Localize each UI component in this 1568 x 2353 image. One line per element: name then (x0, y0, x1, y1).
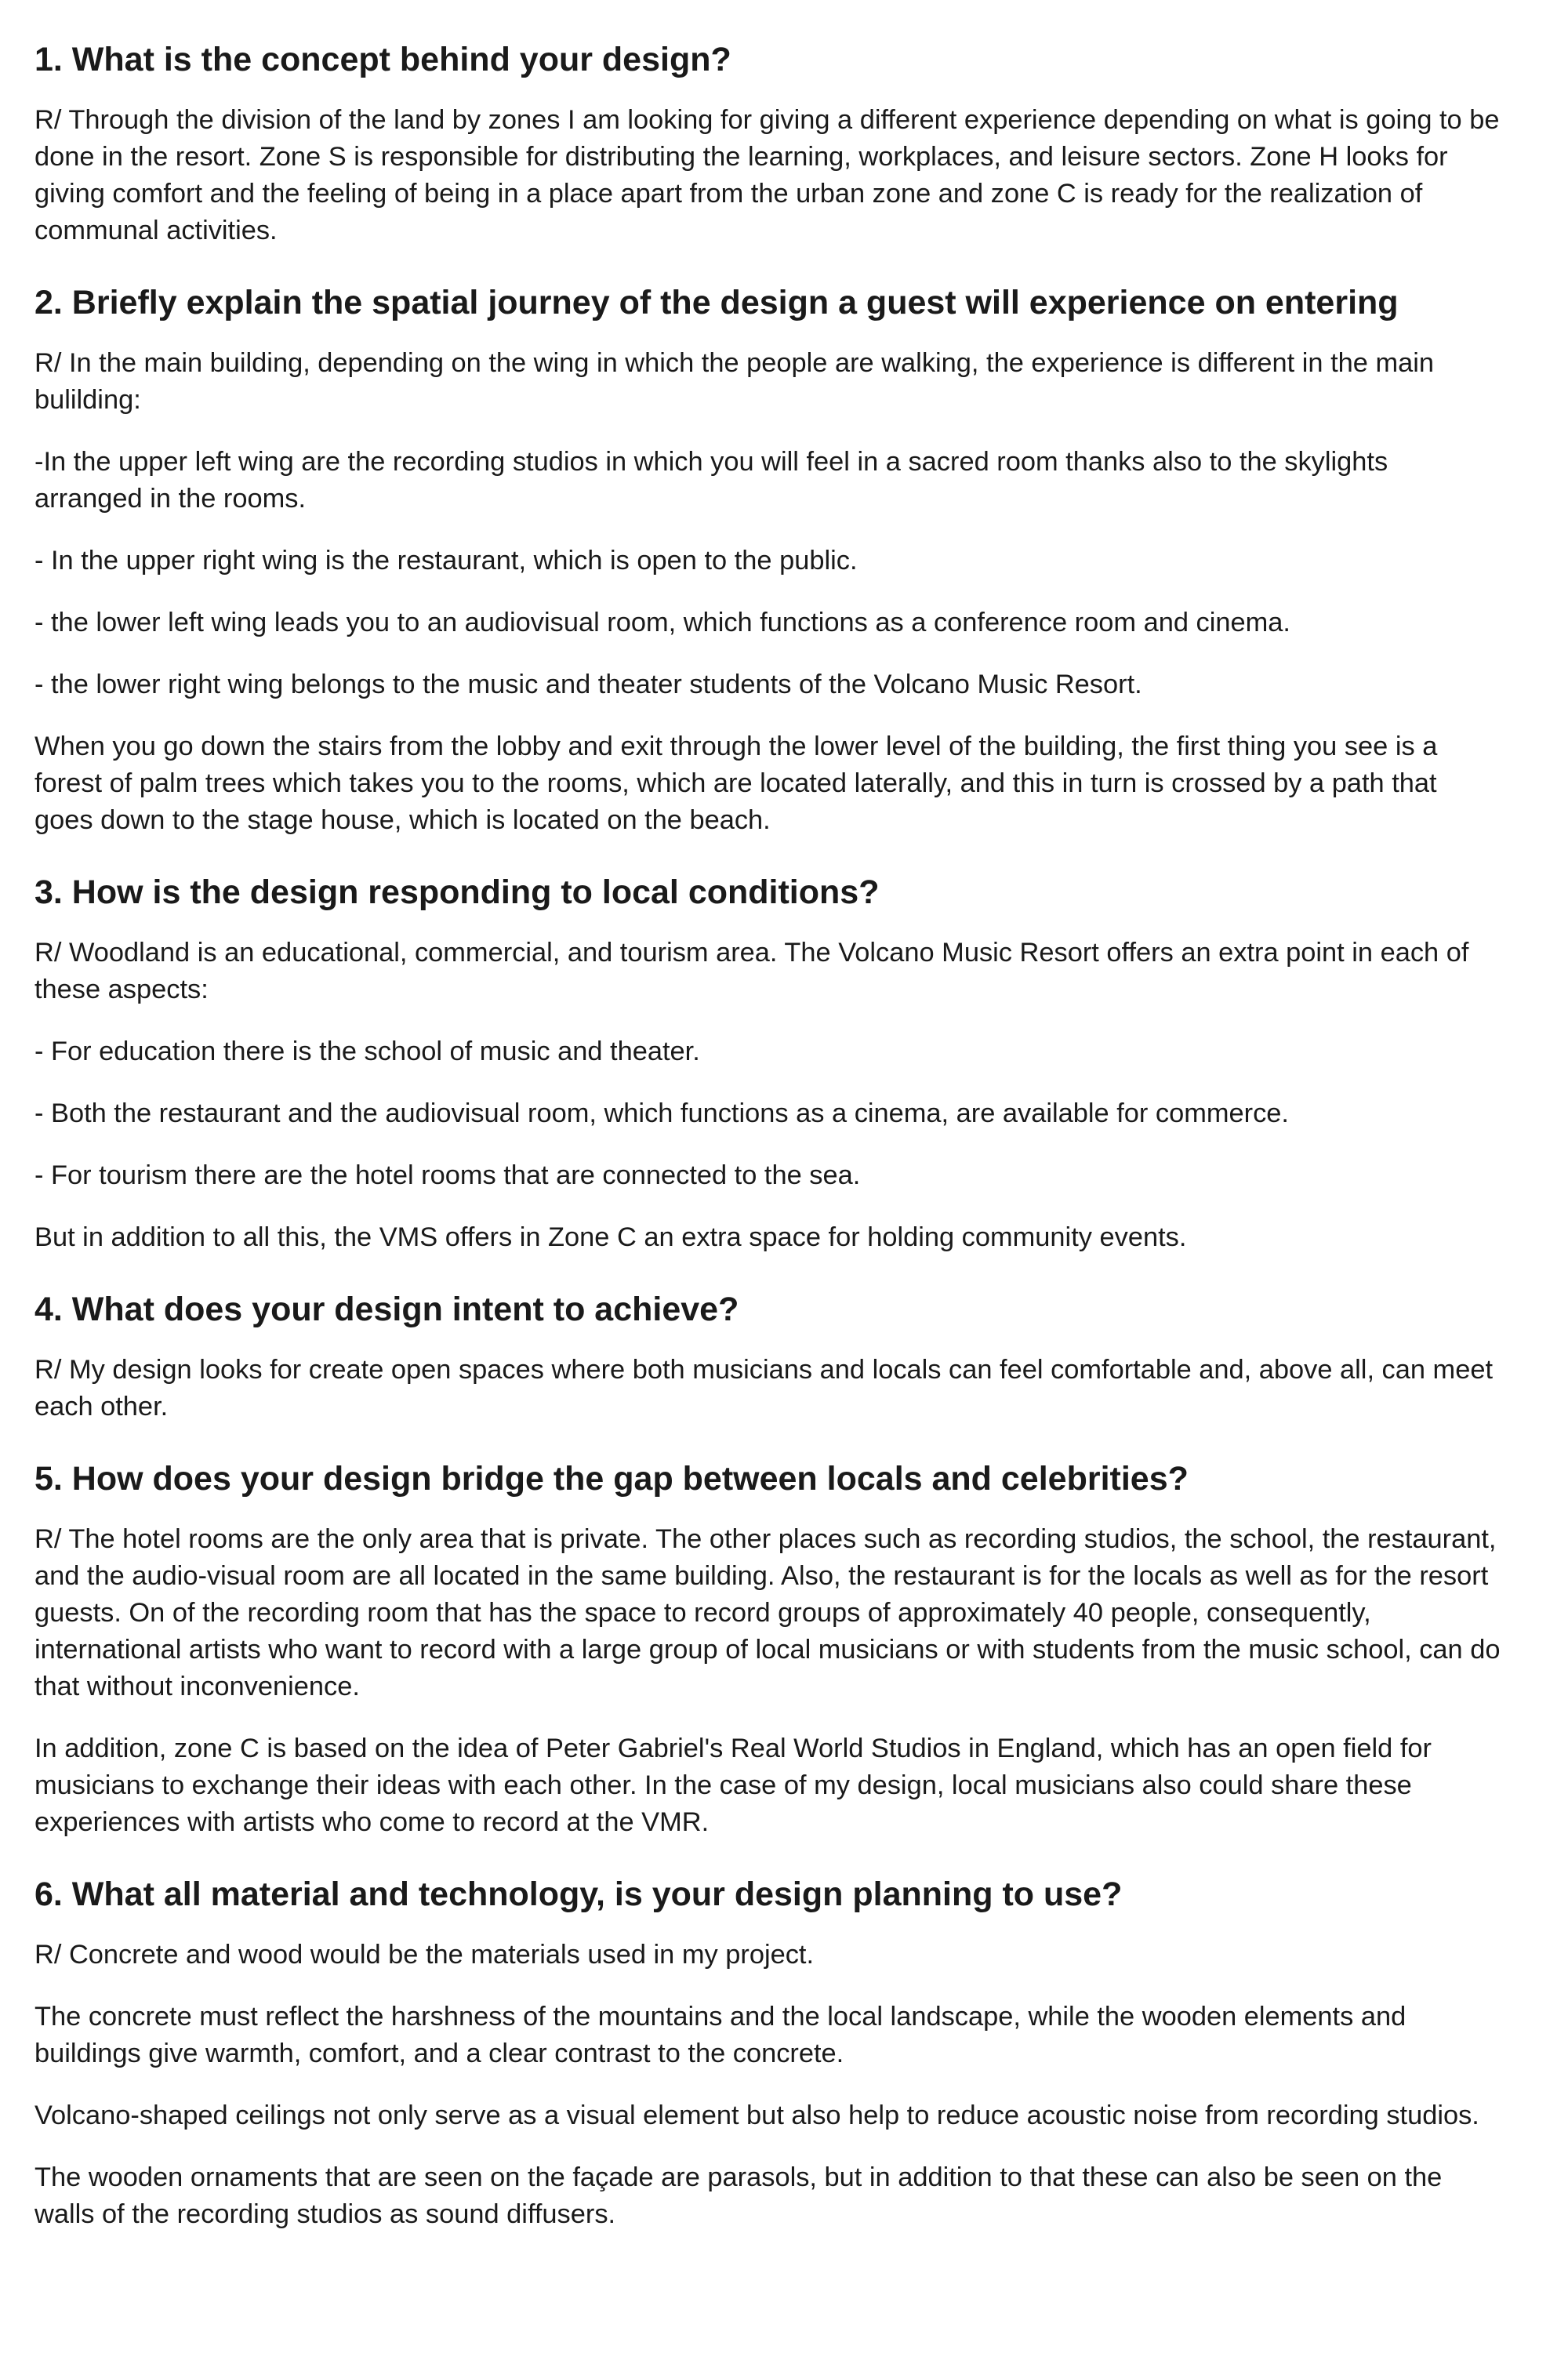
document-page (34, 38, 1502, 2233)
answer-paragraph: The wooden ornaments that are seen on the façade are parasols, but in addition to that these can also be seen on the walls of the recording studios as sound diffusers. (34, 2162, 1443, 2229)
answer-paragraph: - Both the restaurant and the audiovisual room, which functions as a cinema, are available for commerce. (34, 1098, 1289, 1128)
section-spatial-journey (34, 281, 1502, 839)
section-design-intent (34, 1287, 1502, 1425)
answer-paragraph: R/ Concrete and wood would be the materials used in my project. (34, 1940, 815, 1970)
answer-paragraph: - the lower left wing leads you to an audiovisual room, which functions as a conference room and cinema. (34, 608, 1290, 637)
answer-paragraph: In addition, zone C is based on the idea of Peter Gabriel's Real World Studios in England, which has an open field for musicians to exchange their ideas with each other. In the case of my design, local musicians also could share these experiences with artists who come to record at the VMR. (34, 1734, 1432, 1837)
section-local-conditions (34, 870, 1502, 1256)
answer-paragraph: When you go down the stairs from the lobby and exit through the lower level of the building, the first thing you see is a forest of palm trees which takes you to the rooms, which are located laterally, and this in turn is crossed by a path that goes down to the stage house, which is located on the beach. (34, 732, 1438, 835)
answer-paragraph: - For education there is the school of music and theater. (34, 1037, 700, 1066)
answer-paragraph: But in addition to all this, the VMS offers in Zone C an extra space for holding community events. (34, 1222, 1187, 1252)
answer-paragraph: R/ Through the division of the land by zones I am looking for giving a different experience depending on what is going to be done in the resort. Zone S is responsible for distributing the learning, workplaces, and leisure sectors. Zone H looks for giving comfort and the feeling of being in a place apart from the urban zone and zone C is ready for the realization of communal activities. (34, 105, 1500, 245)
answer-paragraph: - In the upper right wing is the restaurant, which is open to the public. (34, 546, 858, 576)
section-heading: 6. What all material and technology, is your design planning to use? (34, 1876, 1123, 1913)
answer-paragraph: - For tourism there are the hotel rooms that are connected to the sea. (34, 1160, 861, 1190)
section-concept (34, 38, 1502, 249)
answer-paragraph: -In the upper left wing are the recording studios in which you will feel in a sacred room thanks also to the skylights arranged in the rooms. (34, 447, 1388, 514)
section-heading: 5. How does your design bridge the gap between locals and celebrities? (34, 1460, 1189, 1498)
answer-paragraph: R/ Woodland is an educational, commercial, and tourism area. The Volcano Music Resort offers an extra point in each of these aspects: (34, 938, 1469, 1004)
answer-paragraph: R/ The hotel rooms are the only area that is private. The other places such as recording studios, the school, the restaurant, and the audio-visual room are all located in the same building. Also, the restaurant is for the locals as well as for the resort guests. On of the recording room that has the space to record groups of approximately 40 people, consequently, international artists who want to record with a large group of local musicians or with students from the music school, can do that without inconvenience. (34, 1524, 1501, 1701)
answer-paragraph: R/ My design looks for create open spaces where both musicians and locals can feel comfortable and, above all, can meet each other. (34, 1355, 1494, 1422)
section-locals-celebrities (34, 1457, 1502, 1841)
section-materials-technology (34, 1872, 1502, 2233)
answer-paragraph: R/ In the main building, depending on the wing in which the people are walking, the experience is different in the main bulilding: (34, 348, 1434, 415)
section-heading: 1. What is the concept behind your design? (34, 41, 731, 78)
answer-paragraph: - the lower right wing belongs to the music and theater students of the Volcano Music Resort. (34, 670, 1142, 699)
answer-paragraph: The concrete must reflect the harshness of the mountains and the local landscape, while the wooden elements and buildings give warmth, comfort, and a clear contrast to the concrete. (34, 2002, 1406, 2068)
answer-paragraph: Volcano-shaped ceilings not only serve as a visual element but also help to reduce acoustic noise from recording studios. (34, 2101, 1479, 2130)
section-heading: 2. Briefly explain the spatial journey of the design a guest will experience on entering (34, 284, 1399, 321)
section-heading: 3. How is the design responding to local conditions? (34, 873, 880, 911)
section-heading: 4. What does your design intent to achieve? (34, 1291, 739, 1328)
